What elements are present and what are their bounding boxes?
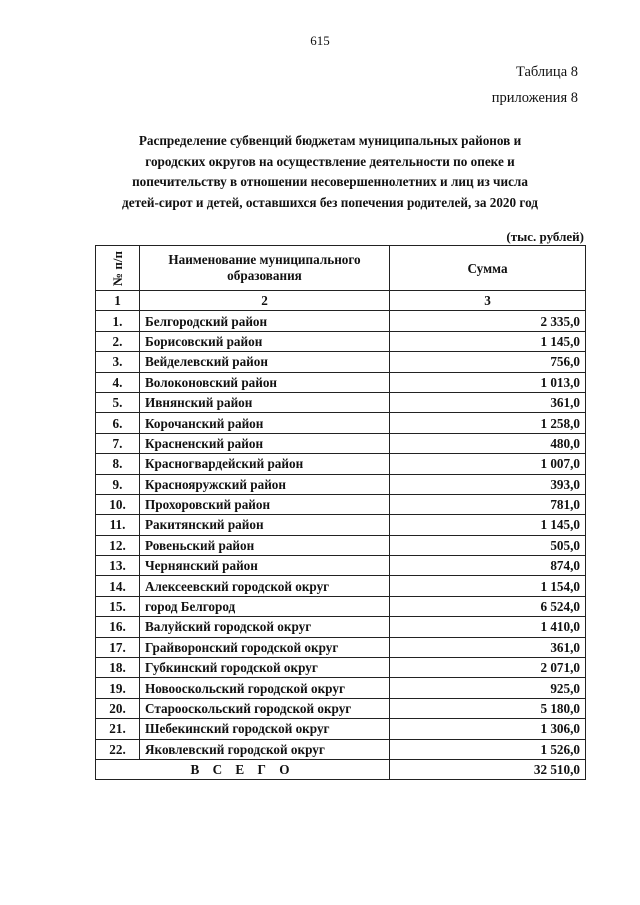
row-amount: 393,0 [390, 474, 586, 494]
header-sum: Сумма [390, 246, 586, 291]
table-row [96, 454, 586, 474]
column-number-row [96, 291, 586, 311]
district-name: Ракитянский район [140, 515, 390, 535]
row-number: 4. [96, 372, 140, 392]
table-row [96, 352, 586, 372]
header-number: № п/п [110, 250, 125, 286]
row-amount: 361,0 [390, 392, 586, 412]
header-name: Наименование муниципального образования [140, 246, 390, 291]
district-name: Краснояружский район [140, 474, 390, 494]
table-row [96, 556, 586, 576]
district-name: Вейделевский район [140, 352, 390, 372]
row-amount: 1 526,0 [390, 739, 586, 759]
table-row [96, 658, 586, 678]
row-amount: 480,0 [390, 433, 586, 453]
row-amount: 1 145,0 [390, 515, 586, 535]
row-number: 6. [96, 413, 140, 433]
row-number: 20. [96, 698, 140, 718]
district-name: Прохоровский район [140, 494, 390, 514]
row-amount: 756,0 [390, 352, 586, 372]
page-number: 615 [310, 33, 330, 48]
district-name: Яковлевский городской округ [140, 739, 390, 759]
district-name: Борисовский район [140, 331, 390, 351]
row-amount: 1 013,0 [390, 372, 586, 392]
table-row [96, 413, 586, 433]
row-number: 8. [96, 454, 140, 474]
district-name: Корочанский район [140, 413, 390, 433]
table-row [96, 719, 586, 739]
row-amount: 1 258,0 [390, 413, 586, 433]
district-name: Ивнянский район [140, 392, 390, 412]
table-row [96, 331, 586, 351]
column-number: 1 [96, 291, 140, 311]
row-amount: 874,0 [390, 556, 586, 576]
district-name: Валуйский городской округ [140, 617, 390, 637]
table-row [96, 739, 586, 759]
table-row [96, 433, 586, 453]
table-row [96, 637, 586, 657]
row-number: 10. [96, 494, 140, 514]
district-name: Красненский район [140, 433, 390, 453]
table-reference: Таблица 8 [515, 64, 578, 80]
row-number: 16. [96, 617, 140, 637]
column-number: 2 [140, 291, 390, 311]
total-row [96, 759, 586, 779]
row-amount: 781,0 [390, 494, 586, 514]
row-number: 13. [96, 556, 140, 576]
table-row [96, 596, 586, 616]
row-amount: 361,0 [390, 637, 586, 657]
title-line: Распределение субвенций бюджетам муниципальных районов и [138, 133, 522, 148]
table-row [96, 698, 586, 718]
table-row [96, 535, 586, 555]
row-amount: 1 007,0 [390, 454, 586, 474]
row-amount: 505,0 [390, 535, 586, 555]
table-row [96, 311, 586, 331]
row-number: 2. [96, 331, 140, 351]
row-number: 22. [96, 739, 140, 759]
row-amount: 6 524,0 [390, 596, 586, 616]
row-number: 12. [96, 535, 140, 555]
row-number: 17. [96, 637, 140, 657]
table-row [96, 372, 586, 392]
district-name: Грайворонский городской округ [140, 637, 390, 657]
title-line: городских округов на осуществление деятельности по опеке и [145, 153, 515, 169]
row-number: 18. [96, 658, 140, 678]
total-label: В С Е Г О [96, 759, 390, 779]
row-amount: 925,0 [390, 678, 586, 698]
district-name: Алексеевский городской округ [140, 576, 390, 596]
table-row [96, 576, 586, 596]
row-number: 3. [96, 352, 140, 372]
table-row [96, 515, 586, 535]
district-name: Красногвардейский район [140, 454, 390, 474]
district-name: Новооскольский городской округ [140, 678, 390, 698]
row-number: 14. [96, 576, 140, 596]
table-row [96, 678, 586, 698]
column-number: 3 [390, 291, 586, 311]
units-note: (тыс. рублей) [506, 229, 584, 244]
row-amount: 1 306,0 [390, 719, 586, 739]
row-number: 5. [96, 392, 140, 412]
row-number: 9. [96, 474, 140, 494]
district-name: Белгородский район [140, 311, 390, 331]
row-amount: 2 071,0 [390, 658, 586, 678]
district-name: город Белгород [140, 596, 390, 616]
district-name: Волоконовский район [140, 372, 390, 392]
row-number: 15. [96, 596, 140, 616]
district-name: Шебекинский городской округ [140, 719, 390, 739]
district-name: Ровеньский район [140, 535, 390, 555]
row-amount: 1 145,0 [390, 331, 586, 351]
document-title [80, 131, 580, 213]
table-row [96, 392, 586, 412]
subvention-table [95, 245, 586, 780]
table-row [96, 494, 586, 514]
district-name: Губкинский городской округ [140, 658, 390, 678]
row-number: 21. [96, 719, 140, 739]
row-amount: 2 335,0 [390, 311, 586, 331]
row-number: 1. [96, 311, 140, 331]
row-number: 19. [96, 678, 140, 698]
header-row [96, 246, 586, 291]
table-row [96, 617, 586, 637]
title-line: попечительству в отношении несовершеннолетних и лиц из числа [132, 174, 528, 189]
row-amount: 5 180,0 [390, 698, 586, 718]
district-name: Старооскольский городской округ [140, 698, 390, 718]
header-number-cell [96, 246, 140, 291]
title-line: детей-сирот и детей, оставшихся без попечения родителей, за 2020 год [122, 194, 538, 210]
row-amount: 1 410,0 [390, 617, 586, 637]
appendix-reference: приложения 8 [491, 90, 578, 106]
row-number: 11. [96, 515, 140, 535]
total-amount: 32 510,0 [390, 759, 586, 779]
row-number: 7. [96, 433, 140, 453]
table-row [96, 474, 586, 494]
district-name: Чернянский район [140, 556, 390, 576]
row-amount: 1 154,0 [390, 576, 586, 596]
